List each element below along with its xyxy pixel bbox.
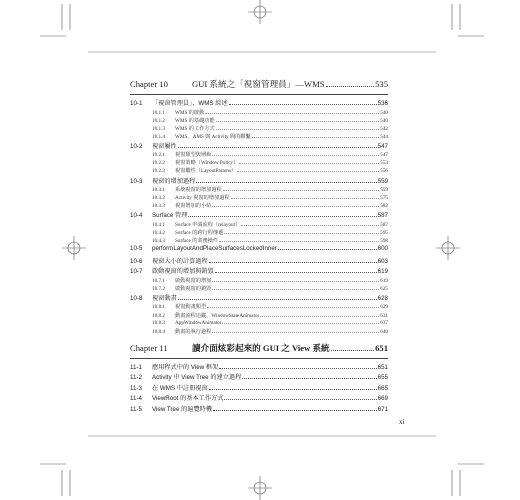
subsection-title: Surface 的跨行程傳遞 bbox=[175, 229, 224, 236]
leader-dots bbox=[178, 147, 377, 148]
page-number: 665 bbox=[377, 384, 388, 392]
page-number: 540 bbox=[380, 117, 388, 124]
chapter-rule bbox=[130, 358, 388, 359]
subsection-title: 啟動視窗的增加 bbox=[175, 277, 212, 284]
page-number: 640 bbox=[380, 328, 388, 335]
subsection-entry[interactable] bbox=[130, 186, 388, 194]
section-title: 「視窗管理員」，WMS 綜述 bbox=[152, 100, 228, 107]
folio-page-number: xi bbox=[399, 418, 405, 426]
leader-dots bbox=[241, 225, 379, 226]
subsection-number: 10.1.2 bbox=[152, 117, 165, 124]
chapter-title: GUI 系統之「視窗管理員」—WMS bbox=[192, 79, 325, 89]
subsection-entry[interactable] bbox=[130, 194, 388, 202]
section-number: 11-4 bbox=[130, 395, 142, 403]
subsection-entry[interactable] bbox=[130, 133, 388, 141]
leader-dots bbox=[224, 233, 379, 234]
page-number: 536 bbox=[377, 100, 388, 107]
section-title: View Tree 的遍覽時機 bbox=[152, 406, 213, 414]
section-entry[interactable] bbox=[130, 141, 388, 152]
leader-dots bbox=[213, 410, 377, 411]
subsection-entry[interactable] bbox=[130, 328, 388, 336]
page-number: 553 bbox=[380, 160, 388, 167]
subsection-title: Surface 申請流程（relayout） bbox=[175, 221, 241, 228]
subsection-title: WMS 的工作方式 bbox=[175, 125, 215, 132]
section-entry[interactable] bbox=[130, 362, 388, 373]
subsection-title: 視窗動畫類型 bbox=[175, 304, 207, 311]
section-title: Surface 管理 bbox=[152, 212, 188, 220]
page-number: 575 bbox=[380, 195, 388, 202]
subsection-number: 10.2.2 bbox=[152, 160, 165, 167]
subsection-title: 系統視窗的增加過程 bbox=[175, 187, 222, 194]
leader-dots bbox=[331, 350, 374, 351]
page-number: 535 bbox=[375, 79, 388, 89]
page-number: 619 bbox=[377, 268, 388, 276]
page-number: 559 bbox=[380, 187, 388, 194]
chapter-10-sections bbox=[130, 98, 388, 336]
page-number: 629 bbox=[380, 304, 388, 311]
page-number: 655 bbox=[377, 374, 388, 382]
page-number: 651 bbox=[377, 363, 388, 371]
leader-dots bbox=[216, 129, 380, 130]
page-number: 598 bbox=[380, 237, 388, 244]
subsection-number: 10.1.4 bbox=[152, 133, 165, 140]
section-title: 視窗大小的計算過程 bbox=[152, 257, 208, 265]
leader-dots bbox=[209, 262, 377, 263]
subsection-title: WMS 的啟動 bbox=[175, 109, 205, 116]
leader-dots bbox=[252, 137, 380, 138]
subsection-entry[interactable] bbox=[130, 229, 388, 237]
section-number: 10-6 bbox=[130, 257, 143, 265]
section-entry[interactable] bbox=[130, 266, 388, 277]
page-number: 631 bbox=[380, 312, 388, 319]
page-number: 540 bbox=[380, 109, 388, 116]
subsection-number: 10.8.2 bbox=[152, 312, 165, 319]
section-title: 啟動視窗的增加與銷毀 bbox=[152, 268, 214, 276]
leader-dots bbox=[188, 216, 376, 217]
subsection-number: 10.3.2 bbox=[152, 195, 165, 202]
table-of-contents bbox=[130, 78, 388, 415]
page-number: 587 bbox=[377, 212, 388, 220]
subsection-number: 10.8.4 bbox=[152, 328, 165, 335]
subsection-number: 10.8.1 bbox=[152, 304, 165, 311]
section-number: 10-2 bbox=[130, 142, 143, 150]
subsection-entry[interactable] bbox=[130, 151, 388, 159]
subsection-entry[interactable] bbox=[130, 312, 388, 320]
chapter-number: Chapter 11 bbox=[130, 342, 168, 353]
section-entry[interactable] bbox=[130, 98, 388, 109]
leader-dots bbox=[278, 249, 377, 250]
leader-dots bbox=[224, 399, 376, 400]
section-title: 在 WMS 中註冊視窗 bbox=[152, 384, 208, 392]
section-entry[interactable] bbox=[130, 293, 388, 304]
section-entry[interactable] bbox=[130, 176, 388, 187]
section-entry[interactable] bbox=[130, 393, 388, 404]
subsection-title: WMS 的基礎功能 bbox=[175, 117, 215, 124]
subsection-number: 10.1.3 bbox=[152, 125, 165, 132]
page-number: 669 bbox=[377, 395, 388, 403]
section-entry[interactable] bbox=[130, 372, 388, 383]
leader-dots bbox=[178, 299, 377, 300]
section-number: 10-7 bbox=[130, 268, 143, 276]
leader-dots bbox=[212, 281, 379, 282]
leader-dots bbox=[212, 332, 379, 333]
subsection-number: 10.4.2 bbox=[152, 229, 165, 236]
page-number: 547 bbox=[377, 142, 388, 150]
subsection-title: WMS、AMS 與 Activity 間的聯繫 bbox=[175, 133, 251, 140]
page-number: 651 bbox=[375, 342, 388, 353]
page-number: 671 bbox=[377, 406, 388, 414]
leader-dots bbox=[215, 272, 377, 273]
chapter-title: 讀介面炫彩起來的 GUI 之 View 系統 bbox=[192, 342, 330, 353]
chapter-rule bbox=[130, 94, 388, 95]
subsection-entry[interactable] bbox=[130, 285, 388, 293]
leader-dots bbox=[260, 316, 379, 317]
page-number: 619 bbox=[380, 277, 388, 284]
section-entry[interactable] bbox=[130, 404, 388, 415]
subsection-title: 動畫流程追蹤，WindowStateAnimator bbox=[175, 312, 260, 319]
page-number: 625 bbox=[380, 285, 388, 292]
chapter-11-sections bbox=[130, 362, 388, 415]
section-number: 11-1 bbox=[130, 363, 142, 371]
section-number: 10-1 bbox=[130, 100, 143, 107]
subsection-title: Activity 視窗的增加過程 bbox=[175, 195, 230, 202]
subsection-entry[interactable] bbox=[130, 159, 388, 167]
subsection-number: 10.8.3 bbox=[152, 319, 165, 326]
section-entry[interactable] bbox=[130, 245, 388, 256]
leader-dots bbox=[216, 121, 380, 122]
chapter-10-entry[interactable] bbox=[130, 78, 388, 90]
section-title: 視窗屬性 bbox=[152, 142, 177, 150]
page-number: 559 bbox=[377, 177, 388, 185]
section-title: Activity 中 View Tree 的建立過程 bbox=[152, 374, 242, 382]
subsection-number: 10.3.1 bbox=[152, 187, 165, 194]
section-title: ViewRoot 的基本工作方式 bbox=[152, 395, 224, 403]
section-title: performLayoutAndPlaceSurfacesLockedInner bbox=[152, 244, 277, 252]
leader-dots bbox=[219, 368, 376, 369]
section-entry[interactable] bbox=[130, 256, 388, 267]
chapter-number: Chapter 10 bbox=[130, 79, 168, 89]
subsection-title: 啟動視窗的銷毀 bbox=[175, 285, 212, 292]
leader-dots bbox=[212, 155, 379, 156]
section-title: 應用程式中的 View 框架 bbox=[152, 363, 219, 371]
section-title: 視窗動畫 bbox=[152, 294, 177, 302]
page-number: 628 bbox=[377, 294, 388, 302]
subsection-title: 動畫的執行過程 bbox=[175, 328, 212, 335]
subsection-title: 視窗增加的小結 bbox=[175, 203, 212, 210]
page-number: 595 bbox=[380, 229, 388, 236]
leader-dots bbox=[229, 104, 377, 105]
section-number: 11-5 bbox=[130, 406, 142, 414]
leader-dots bbox=[326, 86, 375, 87]
section-number: 10-8 bbox=[130, 294, 143, 302]
subsection-number: 10.7.1 bbox=[152, 277, 165, 284]
subsection-entry[interactable] bbox=[130, 117, 388, 125]
section-entry[interactable] bbox=[130, 383, 388, 394]
page-number: 544 bbox=[380, 133, 388, 140]
subsection-title: 視窗屬性（LayoutParams） bbox=[175, 168, 237, 175]
section-number: 10-5 bbox=[130, 244, 143, 252]
leader-dots bbox=[237, 171, 379, 172]
subsection-number: 10.2.3 bbox=[152, 168, 165, 175]
page-number: 582 bbox=[380, 203, 388, 210]
subsection-number: 10.4.3 bbox=[152, 237, 165, 244]
page-number: 637 bbox=[380, 319, 388, 326]
page-number: 542 bbox=[380, 125, 388, 132]
subsection-title: AppWindowAnimator bbox=[175, 319, 222, 326]
subsection-entry[interactable] bbox=[130, 125, 388, 133]
section-title: 視窗的增加過程 bbox=[152, 177, 196, 185]
subsection-entry[interactable] bbox=[130, 109, 388, 117]
page-number: 603 bbox=[377, 257, 388, 265]
subsection-entry[interactable] bbox=[130, 277, 388, 285]
subsection-number: 10.3.3 bbox=[152, 203, 165, 210]
section-number: 11-2 bbox=[130, 374, 142, 382]
leader-dots bbox=[239, 163, 379, 164]
leader-dots bbox=[205, 113, 379, 114]
subsection-entry[interactable] bbox=[130, 320, 388, 328]
page-number: 547 bbox=[380, 152, 388, 159]
subsection-number: 10.7.2 bbox=[152, 285, 165, 292]
leader-dots bbox=[231, 198, 380, 199]
subsection-entry[interactable] bbox=[130, 167, 388, 175]
subsection-number: 10.2.1 bbox=[152, 152, 165, 159]
leader-dots bbox=[242, 378, 376, 379]
section-entry[interactable] bbox=[130, 210, 388, 221]
chapter-11-entry[interactable] bbox=[130, 342, 388, 354]
leader-dots bbox=[222, 323, 379, 324]
leader-dots bbox=[209, 389, 377, 390]
leader-dots bbox=[223, 190, 380, 191]
leader-dots bbox=[219, 241, 379, 242]
subsection-title: 視窗類型與層級 bbox=[175, 152, 212, 159]
section-number: 10-4 bbox=[130, 212, 143, 220]
subsection-entry[interactable] bbox=[130, 221, 388, 229]
leader-dots bbox=[212, 206, 379, 207]
subsection-number: 10.1.1 bbox=[152, 109, 165, 116]
subsection-number: 10.4.1 bbox=[152, 221, 165, 228]
page-number: 587 bbox=[380, 221, 388, 228]
section-number: 11-3 bbox=[130, 384, 142, 392]
subsection-title: Surface 的業務操作 bbox=[175, 237, 219, 244]
leader-dots bbox=[207, 307, 379, 308]
subsection-entry[interactable] bbox=[130, 303, 388, 311]
subsection-entry[interactable] bbox=[130, 202, 388, 210]
page-number: 600 bbox=[377, 244, 388, 252]
subsection-title: 視窗策略（Window Policy） bbox=[175, 160, 239, 167]
page-number: 556 bbox=[380, 168, 388, 175]
leader-dots bbox=[196, 182, 376, 183]
leader-dots bbox=[212, 289, 379, 290]
subsection-entry[interactable] bbox=[130, 237, 388, 245]
section-number: 10-3 bbox=[130, 177, 143, 185]
